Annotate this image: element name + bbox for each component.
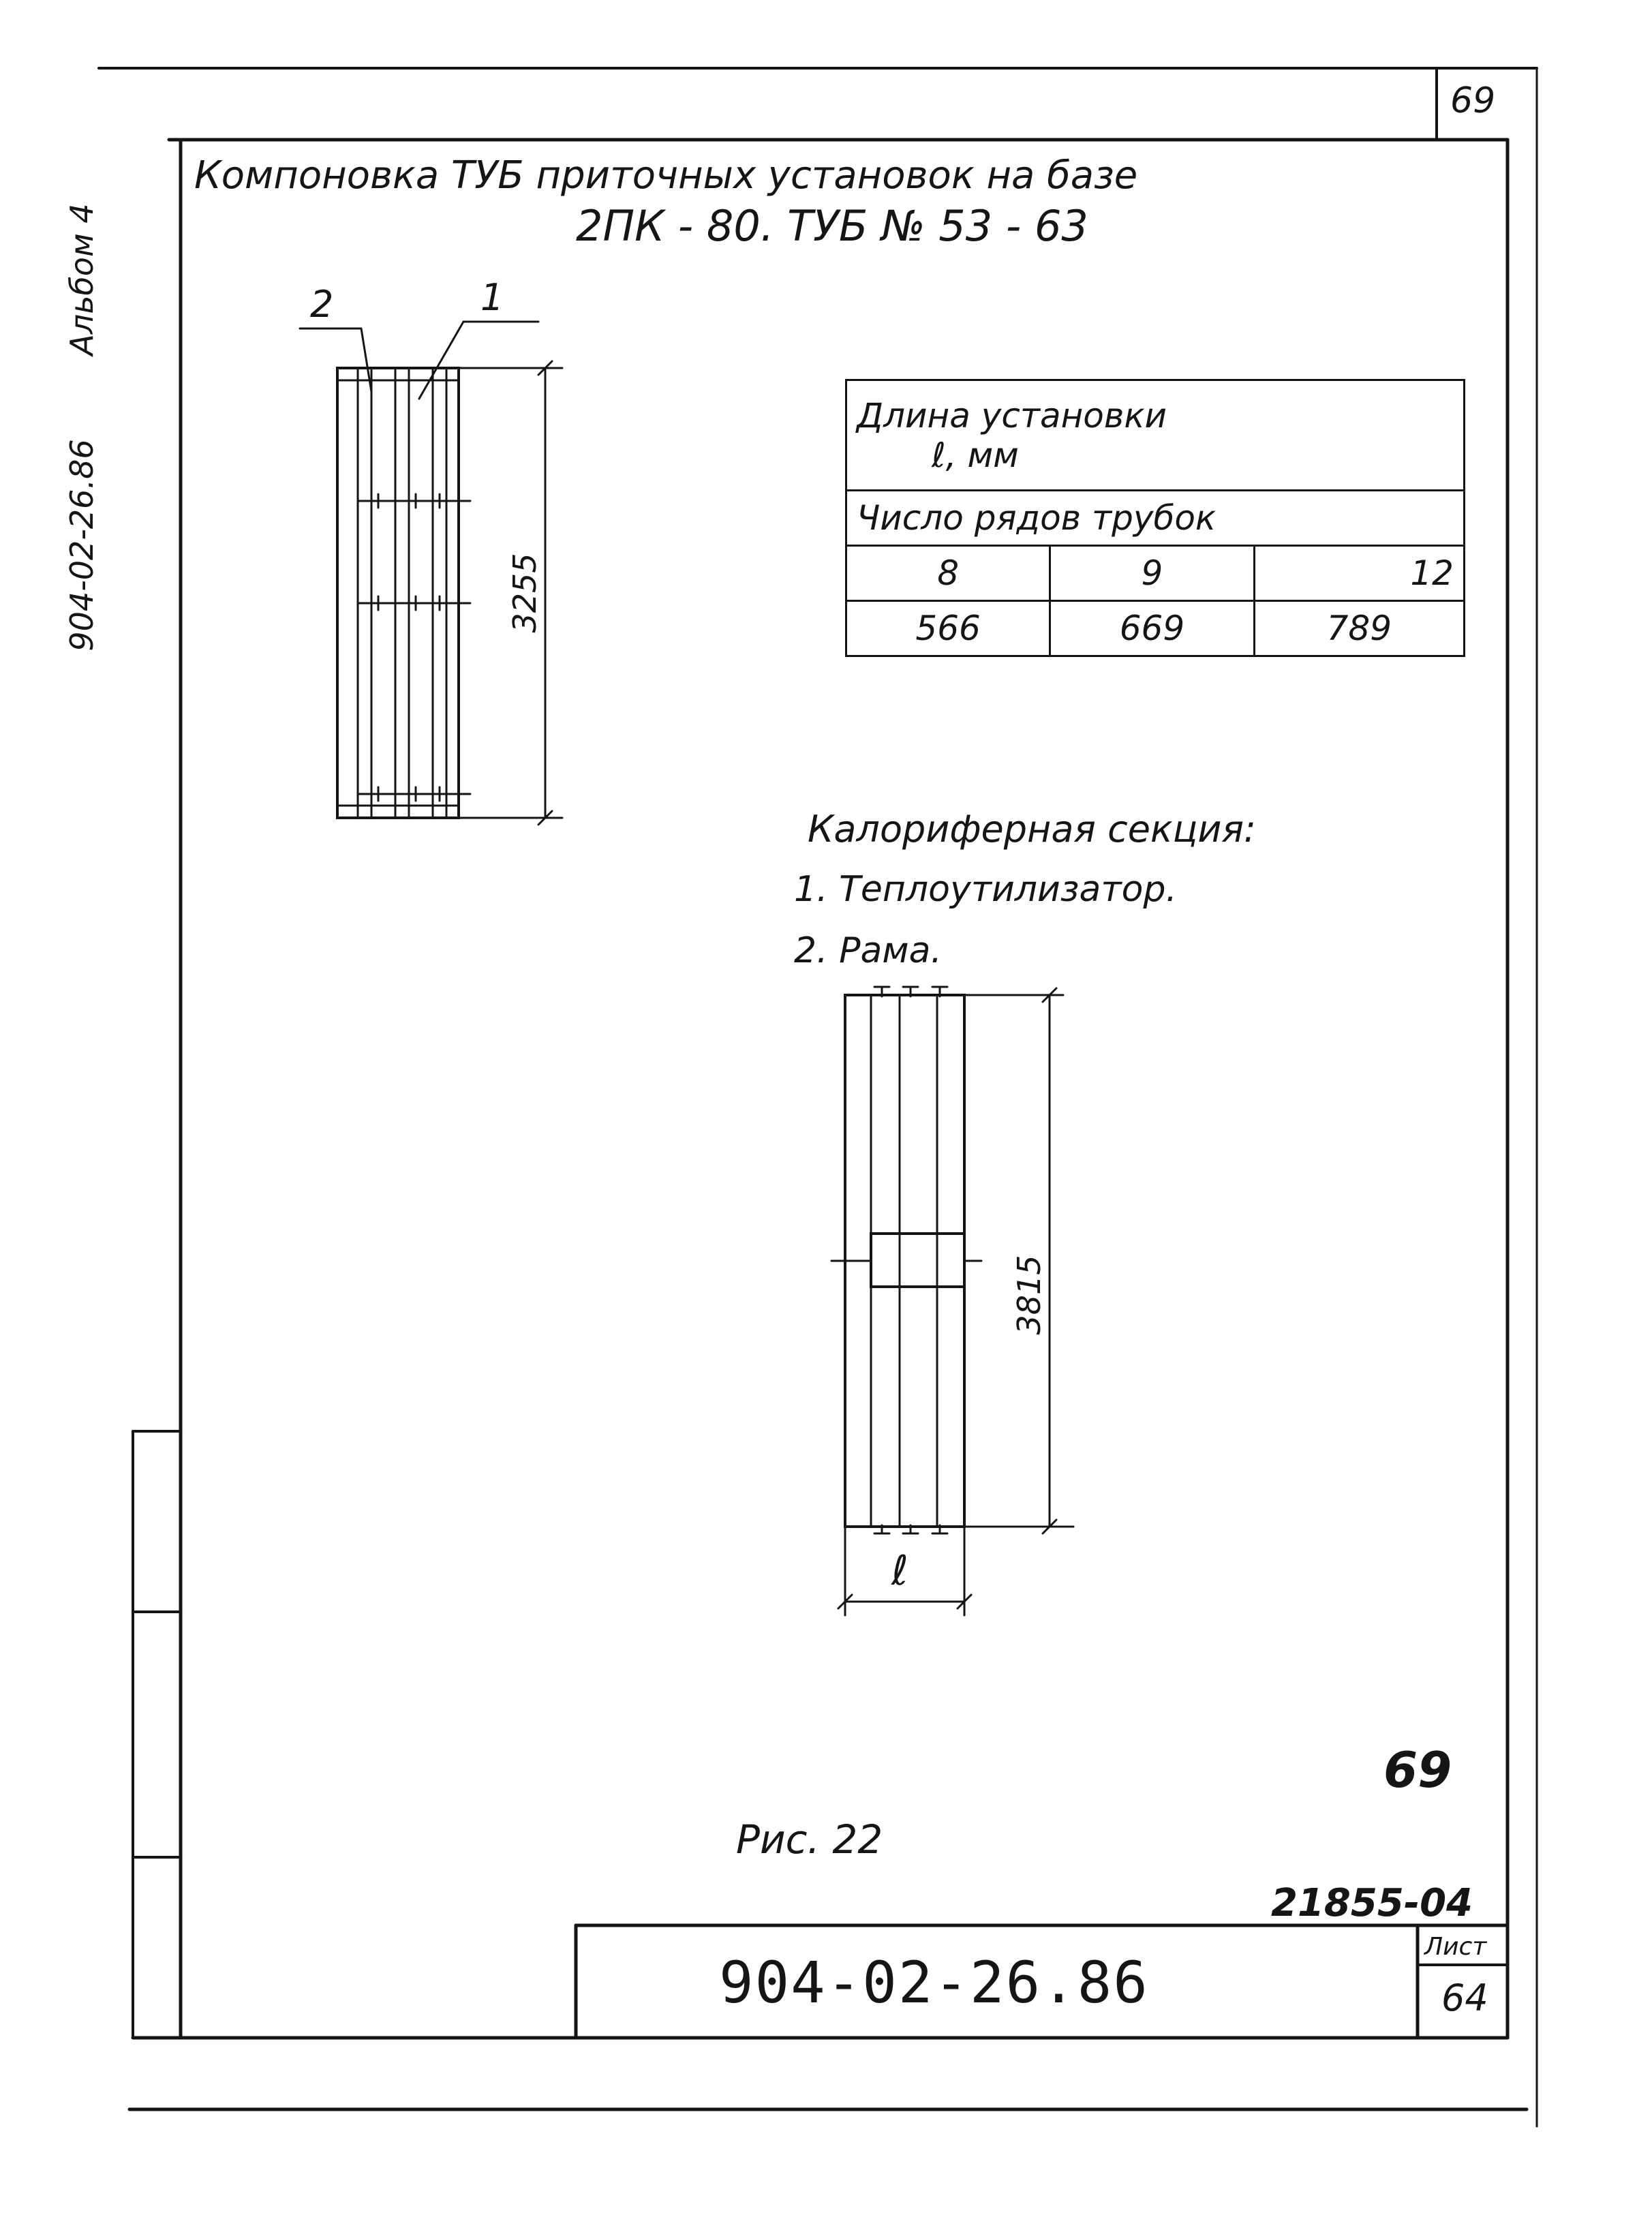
figure-caption: Рис. 22 [736,1816,883,1863]
dimension-3255: 3255 [506,553,543,633]
document-code: 904-02-26.86 [719,1949,1149,2016]
table-column-9: 9 [1050,546,1254,601]
sheet-number: 64 [1441,1976,1488,2019]
dimension-length: ℓ [891,1547,908,1595]
legend-title: Калориферная секция: [808,808,1257,851]
table-column-12: 12 [1254,546,1464,601]
table-value-8: 566 [846,601,1050,656]
table-column-8: 8 [846,546,1050,601]
callout-heat-utilizer: 1 [480,276,504,319]
callout-frame: 2 [310,283,334,326]
inventory-number: 21855-04 [1271,1881,1473,1925]
dimension-3815: 3815 [1011,1255,1047,1335]
sheet-label: Лист [1424,1933,1487,1961]
page-number-top: 69 [1450,80,1496,121]
legend-item-heat-utilizer: 1. Теплоутилизатор. [794,869,1177,910]
page-number-stamp: 69 [1383,1741,1452,1799]
page-title: Компоновка ТУБ приточных установок на базе [194,153,1138,198]
length-table [845,379,1465,657]
legend-item-frame: 2. Рама. [794,930,942,971]
table-rows-label: Число рядов трубок [846,491,1465,546]
table-header: Длина установки [857,396,1167,436]
page-subtitle: 2ПК - 80. ТУБ № 53 - 63 [576,201,1088,251]
table-unit: ℓ, мм [932,436,1019,475]
table-value-9: 669 [1050,601,1254,656]
margin-document-code: 904-02-26.86 [63,439,100,652]
table-header-cell [846,380,1465,491]
album-label: Альбом 4 [63,203,100,356]
table-value-12: 789 [1254,601,1464,656]
